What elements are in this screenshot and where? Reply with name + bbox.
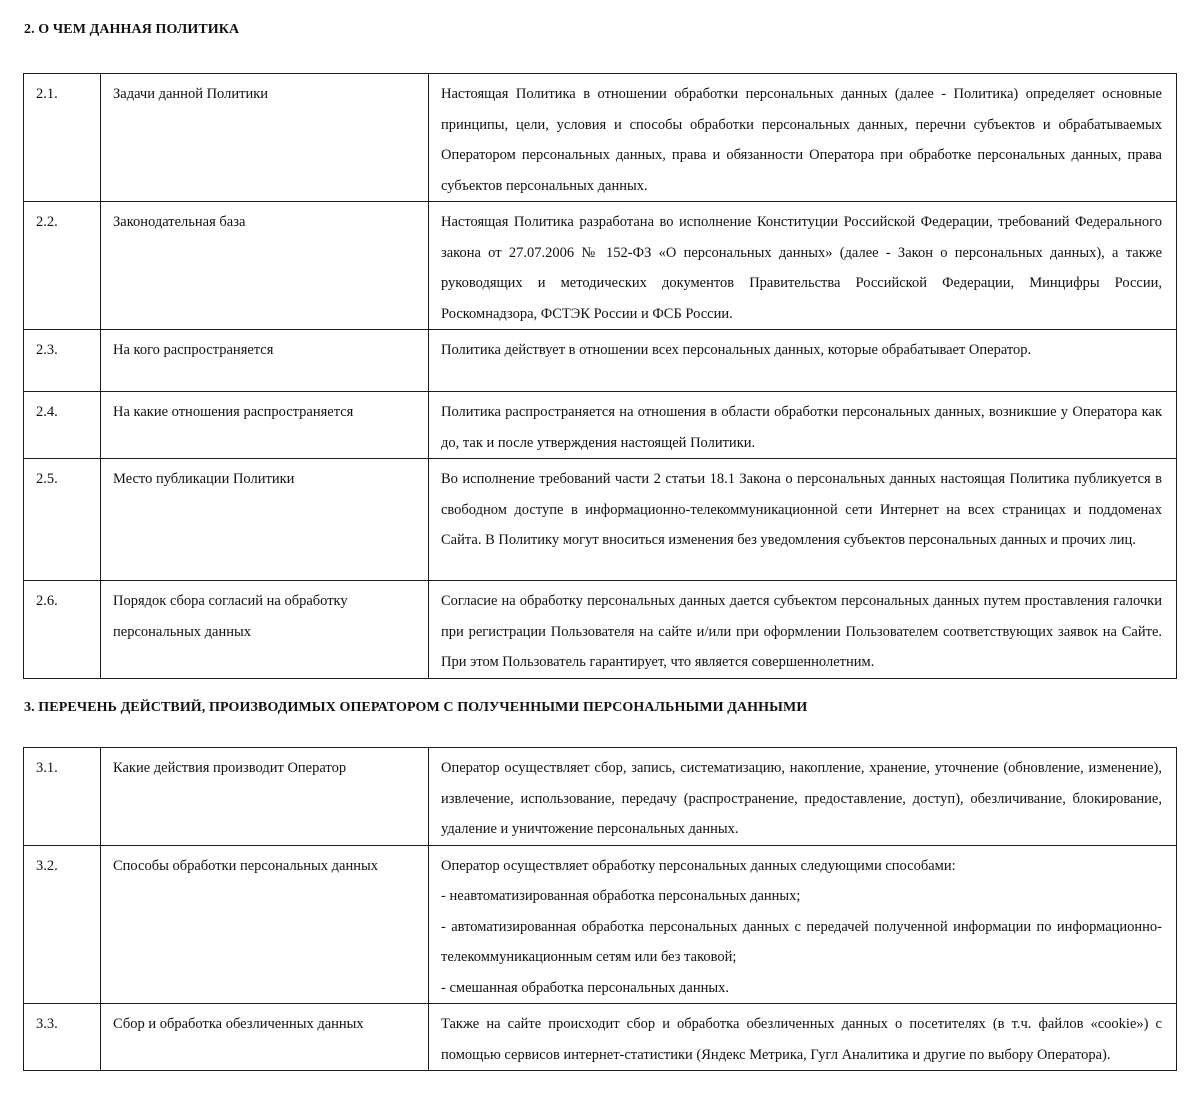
list-item: - неавтоматизированная обработка персональных данных; bbox=[441, 888, 801, 904]
row-title: Задачи данной Политики bbox=[101, 74, 429, 202]
table-row bbox=[24, 845, 1177, 1004]
row-title: Порядок сбора согласий на обработку персональных данных bbox=[101, 581, 429, 679]
row-number: 2.4. bbox=[24, 392, 101, 459]
section-3-table bbox=[23, 747, 1177, 1071]
row-text: Оператор осуществляет сбор, запись, систематизацию, накопление, хранение, уточнение (обновление, изменение), извлечение, использование, передачу (распространение, предоставление, доступ), обезличивание, блокирование, удаление и уничтожение персональных данных. bbox=[429, 748, 1177, 846]
row-text: Политика распространяется на отношения в области обработки персональных данных, возникшие у Оператора как до, так и после утверждения настоящей Политики. bbox=[429, 392, 1177, 459]
row-title: Место публикации Политики bbox=[101, 459, 429, 581]
row-text: Также на сайте происходит сбор и обработка обезличенных данных о посетителях (в т.ч. файлов «cookie») с помощью сервисов интернет-статистики (Яндекс Метрика, Гугл Аналитика и другие по выбору Оператора). bbox=[429, 1004, 1177, 1071]
table-row bbox=[24, 748, 1177, 846]
row-title: На кого распространяется bbox=[101, 330, 429, 392]
row-title: Какие действия производит Оператор bbox=[101, 748, 429, 846]
row-title: Законодательная база bbox=[101, 202, 429, 330]
row-text: Настоящая Политика разработана во исполнение Конституции Российской Федерации, требований Федерального закона от 27.07.2006 № 152-ФЗ «О персональных данных» (далее - Закон о персональных данных), а также руководящих и методических документов Правительства Российской Федерации, Минцифры России, Роскомнадзора, ФСТЭК России и ФСБ России. bbox=[429, 202, 1177, 330]
table-row bbox=[24, 202, 1177, 330]
row-text: Настоящая Политика в отношении обработки персональных данных (далее - Политика) определяет основные принципы, цели, условия и способы обработки персональных данных, перечни субъектов и обрабатываемых Оператором персональных данных, права и обязанности Оператора при обработке персональных данных, права субъектов персональных данных. bbox=[429, 74, 1177, 202]
row-text: Политика действует в отношении всех персональных данных, которые обрабатывает Оператор. bbox=[429, 330, 1177, 392]
row-number: 3.3. bbox=[24, 1004, 101, 1071]
row-text bbox=[429, 845, 1177, 1004]
processing-intro: Оператор осуществляет обработку персональных данных следующими способами: bbox=[441, 857, 956, 874]
table-row bbox=[24, 74, 1177, 202]
row-number: 2.5. bbox=[24, 459, 101, 581]
section-3-heading: 3. ПЕРЕЧЕНЬ ДЕЙСТВИЙ, ПРОИЗВОДИМЫХ ОПЕРАТОРОМ С ПОЛУЧЕННЫМИ ПЕРСОНАЛЬНЫМИ ДАННЫМИ bbox=[24, 700, 808, 715]
section-2-table bbox=[23, 73, 1177, 679]
list-item: - автоматизированная обработка персональных данных с передачей полученной информации по информационно-телекоммуникационным сетям или без таковой; bbox=[441, 918, 1162, 965]
row-number: 2.2. bbox=[24, 202, 101, 330]
row-title: Сбор и обработка обезличенных данных bbox=[101, 1004, 429, 1071]
row-number: 2.3. bbox=[24, 330, 101, 392]
row-title: На какие отношения распространяется bbox=[101, 392, 429, 459]
table-row bbox=[24, 581, 1177, 679]
row-number: 2.1. bbox=[24, 74, 101, 202]
list-item: - смешанная обработка персональных данных. bbox=[441, 979, 729, 996]
table-row bbox=[24, 392, 1177, 459]
table-row bbox=[24, 459, 1177, 581]
section-2-heading: 2. О ЧЕМ ДАННАЯ ПОЛИТИКА bbox=[24, 22, 240, 37]
row-title: Способы обработки персональных данных bbox=[101, 845, 429, 1004]
row-number: 2.6. bbox=[24, 581, 101, 679]
row-text: Согласие на обработку персональных данных дается субъектом персональных данных путем проставления галочки при регистрации Пользователя на сайте и/или при оформлении Пользователем соответствующих заявок на Сайте. При этом Пользователь гарантирует, что является совершеннолетним. bbox=[429, 581, 1177, 679]
table-row bbox=[24, 330, 1177, 392]
row-number: 3.1. bbox=[24, 748, 101, 846]
row-number: 3.2. bbox=[24, 845, 101, 1004]
row-text: Во исполнение требований части 2 статьи 18.1 Закона о персональных данных настоящая Политика публикуется в свободном доступе в информационно-телекоммуникационной сети Интернет на всех страницах и поддоменах Сайта. В Политику могут вноситься изменения без уведомления субъектов персональных данных и прочих лиц. bbox=[429, 459, 1177, 581]
table-row bbox=[24, 1004, 1177, 1071]
